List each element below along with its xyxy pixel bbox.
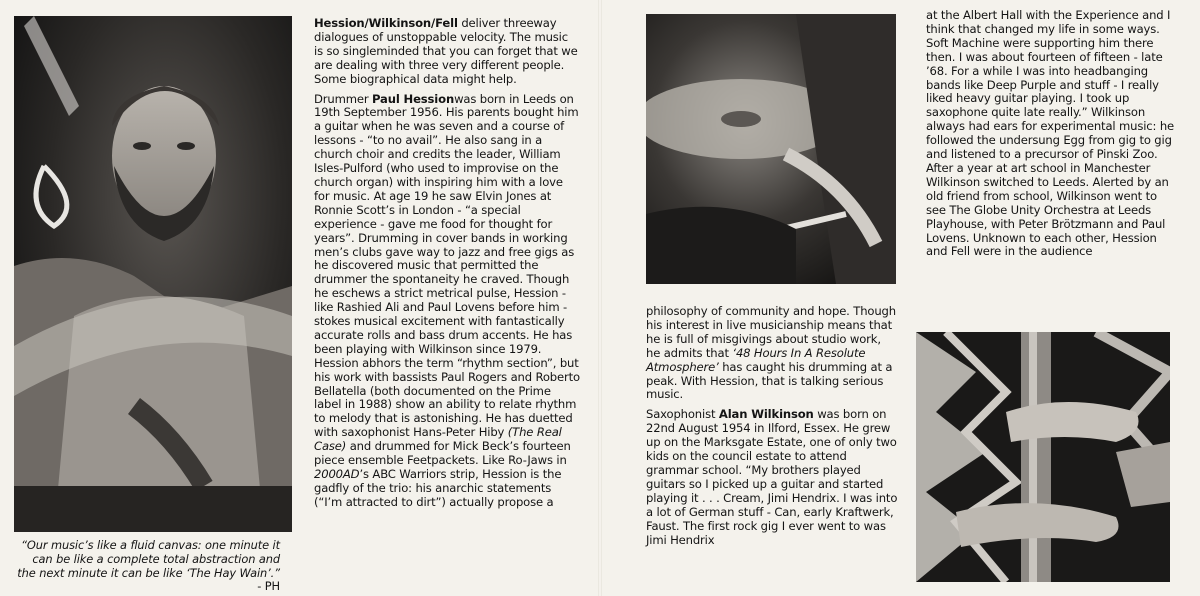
text-column-2 bbox=[646, 305, 898, 553]
photo-caption bbox=[14, 539, 280, 594]
album-title-48-hours: ‘48 Hours In A Resolute Atmosphere’ bbox=[646, 345, 866, 374]
hession-continued-paragraph bbox=[646, 305, 898, 402]
hession-cont-text-1: philosophy of community and hope. Though his interest in live musicianship means that he is full of misgivings about studio work, he admits that bbox=[646, 304, 896, 360]
hession-text-2: and drummed for Mick Beck’s fourteen piece ensemble Feetpackets. Like Ro-Jaws in bbox=[314, 439, 571, 468]
hession-bio-paragraph bbox=[314, 93, 580, 510]
caption-credit: - PH bbox=[257, 579, 280, 594]
intro-text: deliver threeway dialogues of unstoppable velocity. The music is so singleminded that you can forget that we are dealing with three very different people. Some biographical data might help. bbox=[314, 16, 578, 86]
hession-text-3: ’s ABC Warriors strip, Hession is the gadfly of the trio: his anarchic statements (“I’m attracted to dirt”) actually propose a bbox=[314, 467, 562, 509]
wilkinson-text: was born on 22nd August 1954 in Ilford, Essex. He grew up on the Marksgate Estate, one of only two kids on the council estate to attend grammar school. “My brothers played guitars so I picked up a guitar and started playing it . . . Cream, Jimi Hendrix. I was into a lot of German stuff - Can, early Kraftwerk, Faust. The first rock gig I ever went to was Jimi Hendrix bbox=[646, 407, 898, 547]
page-fold bbox=[598, 0, 602, 596]
comic-title-2000ad: 2000AD bbox=[314, 467, 360, 481]
hession-text-1: was born in Leeds on 19th September 1956. His parents bought him a guitar when he was seven and a course of lessons - “to no avail”. He also sang in a church choir and credits the leader, William Isles-Pulford (who used to improvise on the church organ) with inspiring him with a love for music. At age 19 he saw Elvin Jones at Ronnie Scott’s in London - “a special experience - gave me food for thought for years”. Drumming in cover bands in working men’s clubs gave way to jazz and free gigs as he discovered music that permitted the drummer the spontaneity he craved. Though he eschews a strict metrical pulse, Hession - like Rashied Ali and Paul Lovens before him - stokes musical excitement with fantastically accurate rolls and bass drum accents. He has been playing with Wilkinson since 1979. Hession abhors the term “rhythm section”, but his work with bassists Paul Rogers and Roberto Bellatella (both documented on the Prime label in 1988) show an ability to relate rhythm to melody that is astonishing. He has duetted with saxophonist Hans-Peter Hiby bbox=[314, 91, 580, 440]
trio-names: Hession/Wilkinson/Fell bbox=[314, 16, 458, 30]
saxophone-hands-photo bbox=[916, 332, 1170, 582]
caption-quote: “Our music’s like a fluid canvas: one minute it can be like a complete total abstraction and the next minute it can be like ‘The Hay Wain’.” bbox=[17, 538, 280, 580]
hession-name: Paul Hession bbox=[372, 91, 455, 106]
drum-kit-photo bbox=[646, 14, 896, 284]
album-title-real-case: (The Real Case) bbox=[314, 425, 562, 454]
wilkinson-bio-paragraph bbox=[646, 408, 898, 547]
hession-lead: Drummer bbox=[314, 91, 373, 106]
hession-cont-text-2: has caught his drumming at a peak. With Hession, that is talking serious music. bbox=[646, 359, 893, 402]
text-column-3 bbox=[926, 9, 1178, 265]
wilkinson-continued-paragraph: at the Albert Hall with the Experience and I think that changed my life in some ways. Soft Machine were supporting him there then. I was about fourteen of fifteen - late ’68. For a while I was into headbanging bands like Deep Purple and stuff - I really liked heavy guitar playing. I took up saxophone quite late really.” Wilkinson always had ears for experimental music: he followed the undersung Egg from gig to gig and listened to a precursor of Pinski Zoo. After a year at art school in Manchester Wilkinson switched to Leeds. Alerted by an old friend from school, Wilkinson went to see The Globe Unity Orchestra at Leeds Playhouse, with Peter Brötzmann and Paul Lovens. Unknown to each other, Hession and Fell were in the audience bbox=[926, 8, 1175, 259]
text-column-1 bbox=[314, 17, 580, 516]
wilkinson-name: Alan Wilkinson bbox=[718, 407, 814, 422]
intro-paragraph bbox=[314, 17, 580, 87]
drummer-portrait-photo bbox=[14, 16, 292, 532]
wilkinson-lead: Saxophonist bbox=[646, 407, 719, 422]
